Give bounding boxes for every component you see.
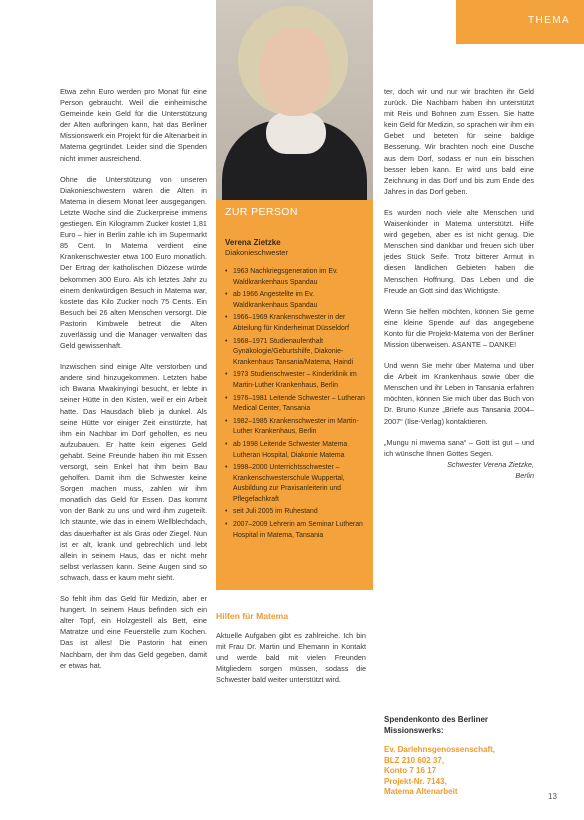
person-role: Diakonieschwester [225,248,288,257]
paragraph: Etwa zehn Euro werden pro Monat für eine Person gebraucht. Weil die einheimische Gemeinde kein Geld für die Unterstützung der Alten aufbringen kann, hat das Berliner Missionswerk ein Projekt für die Altenarbeit in Matema gegründet. Leider sind die Spenden nicht immer ausreichend. [60,87,207,163]
project-number: Projekt-Nr. 7143, [384,776,447,786]
signature-place: Berlin [515,470,534,480]
signature-name: Schwester Verena Zietzke, [447,459,534,469]
paragraph: Ohne die Unterstützung von unseren Diakonieschwestern wären die Alten in Matema in diesem Monat leer ausgegangen. Letzte Woche sind die Zuckerpreise immens gestiegen. Ein Kilogramm Zucker kostet 1,81 Euro – hier in Berlin zahle ich im Supermarkt 85 Cent. In Matema verdient eine Krankenschwester etwa 100 Euro monatlich. Der Ertrag der katholischen Diözese würde bekommen 300 Euro. Als ich letztes Jahr zu einem denkwürdigen Besuch in Matema war, kostete das Kilo Zucker noch 75 Cents. Ein Besuch bei 26 alten Menschen versorgt. Die Pastorin Kimbwele betreut die Alten zuverlässig und die Manager verwalten das Geld gewissenhaft. [60,174,207,351]
biography-item: • 1973 Studienschwester – Kinderklinik im Martin-Luther Krankenhaus, Berlin [225,370,365,391]
biography-item: • 1976–1981 Leitende Schwester – Lutheran Medical Center, Tansania [225,394,365,415]
paragraph: Inzwischen sind einige Alte verstorben und andere sind hinzugekommen. Letzten habe ich Bwana Mwakinyingi besucht, er lebte in seiner Hütte in den Kisten, weil er ein Arbeit hatte. Das Hausdach blieb ja dunkel. Als seine Hütte vor einiger Zeit einstürzte, hat ihm ein Nachbar im Dorf geholfen, es neu aufzubauen. Er hatte kein eigenes Geld gehabt. Seine Freunde haben ihn mit Essen versorgt, sein Enkel hat ihm beim Bau geholfen. Damit ihm die Schwester keine Sorgen machen muss, zahlen wir ihm monatlich das Geld für Essen. Das kommt von der Bank zu uns und wird ihm zugeteilt. Ich staunte, wie das in einem Wellblechdach, das dauerhafter ist als Gras oder Ziegel. Nun ist er alt, krank und gebrechlich und lebt allein in seinem Haus, das er nicht mehr selbst verlassen kann. Seine Augen sind so schwach, dass er kaum mehr sieht. [60,362,207,582]
biography-item: • 1963 Nachkriegsgeneration im Ev. Waldkrankenhaus Spandau [225,267,365,288]
person-name: Verena Zietzke [225,238,281,247]
bank-code: BLZ 210 602 37, [384,755,445,765]
page-number: 13 [548,792,557,801]
biography-heading: ZUR PERSON [225,206,298,218]
biography-item: • ab 1998 Leitende Schwester Matema Lutheran Hospital, Diakonie Matema [225,440,365,461]
account-number: Konto 7 16 17 [384,766,437,776]
project-name: Matema Altenarbeit [384,787,458,797]
donation-heading: Spendenkonto des Berliner Missionswerks: [384,715,489,735]
paragraph: Es wurden noch viele alte Menschen und Waisenkinder in Matema unterstützt. Hilfe wird gegeben, aber es ist nicht genug. Die Menschen sind dankbar und freuen sich über jedes Stück Seife. Trotz bitterer Armut in diesen ländlichen Gebieten haben die Menschen Hoffnung. Das Leben und die Freude an Gott sind das Wichtigste. [384,207,534,295]
paragraph: Wenn Sie helfen möchten, können Sie gerne eine kleine Spende auf das angegebene Konto für die Projekt-Matema von der Berliner Mission überweisen. ASANTE – DANKE! [384,306,534,349]
middle-column [216,630,366,685]
biography-item: • 1998–2000 Unterrichtsschwester – Krankenschwesterschule Wuppertal, Ausbildung zur Praxisanleiterin und Pflegefachkraft [225,463,365,505]
biography-item: • 2007–2009 Lehrerin am Seminar Lutheran Hospital in Matema, Tansania [225,520,365,541]
biography-item: • ab 1966 Angestellte im Ev. Waldkrankenhaus Spandau [225,290,365,311]
section-subheading: Hilfen für Matema [216,611,289,621]
section-label: THEMA [528,15,570,26]
biography-item: • 1968–1971 Studienaufenthalt Gynäkologie/Geburtshilfe, Diakonie-Krankenhaus Tansania/Matema, Haindi [225,337,365,369]
biography-item: • 1966–1969 Krankenschwester in der Abteilung für Kinderheimat Düsseldorf [225,313,365,334]
paragraph: „Mungu ni mwema sana“ – Gott ist gut – und ich wünsche Ihnen Gottes Segen. [384,437,534,458]
biography-item: • seit Juli 2005 im Ruhestand [225,507,365,518]
paragraph: So fehlt ihm das Geld für Medizin, aber er hungert. In seinem Haus befinden sich ein alter Topf, ein Holzgestell als Bett, eine Matratze und eine Feuerstelle zum Kochen. Das ist alles! Die Pastorin hat einen Nachbarn, der ihm das Geld gegeben, damit er etwas hat. [60,594,207,670]
section-tab [456,0,584,44]
left-column [60,86,207,671]
paragraph: Und wenn Sie mehr über Matema und über die Arbeit im Krankenhaus sowie über die Menschen und ihr Leben in Tansania erfahren möchten, können Sie mich über das Buch von Dr. Bruno Kunze „Briefe aus Tansania 2004–2007“ (Ilse-Verlag) kontaktieren. [384,361,534,426]
paragraph: ter, doch wir und nur wir brachten ihr Geld zurück. Die Nachbarn haben ihn unterstützt mit Reis und Bohnen zum Essen. Sie hatte kein Geld für Medizin, so sprachen wir ihm ein Gebet und beteten für seine baldige Besserung. Wir brachten noch eine Dusche aus dem Dorf, sodass er nun ein bisschen besser leben kann. Er wird uns bald eine Zeichnung in das Dorf und bis zum Ende des Jahres in das Dorf geben. [384,87,534,196]
right-column [384,86,534,481]
biography-box [216,200,373,590]
paragraph: Aktuelle Aufgaben gibt es zahlreiche. Ich bin mit Frau Dr. Martin und Ehemann in Kontakt und werde bald mit vielen Freunden Mitgliedern sorgen müssen, sodass die Schwester bald weiter unterstützt wird. [216,631,366,685]
biography-list [225,267,365,541]
signature [384,459,534,481]
biography-item: • 1982–1985 Krankenschwester im Martin-Luther Krankenhaus, Berlin [225,417,365,438]
portrait-photo [216,0,373,200]
donation-account-details [384,745,534,798]
bank-name: Ev. Darlehnsgenossenschaft, [384,745,495,754]
